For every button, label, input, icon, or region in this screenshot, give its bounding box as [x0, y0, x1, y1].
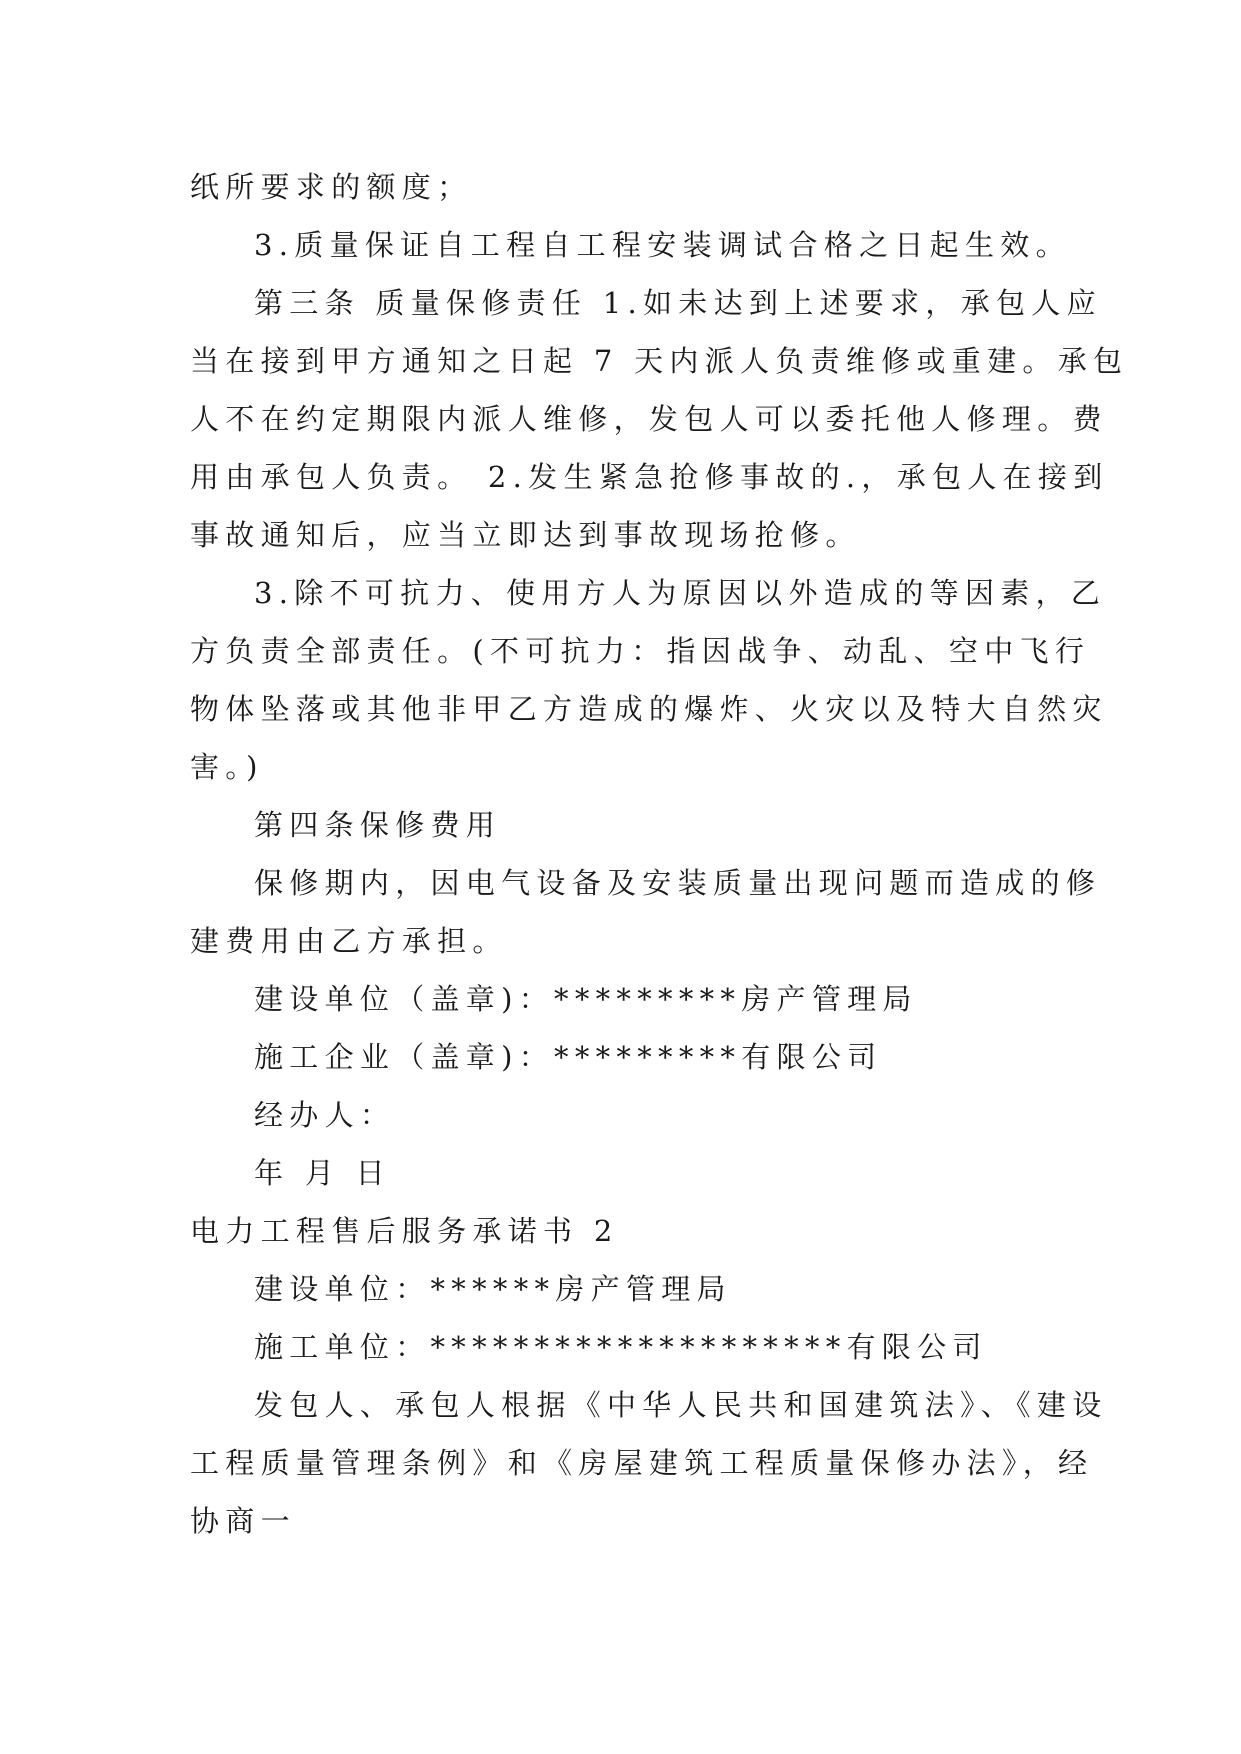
text-line: 保修期内，因电气设备及安装质量出现问题而造成的修: [254, 866, 1102, 900]
section-heading: 第四条保修费用: [254, 808, 502, 842]
text-line: 建设单位：******房产管理局: [254, 1272, 732, 1306]
text-line: 当在接到甲方通知之日起 7 天内派人负责维修或重建。承包: [190, 344, 1129, 378]
text-line: 害。): [190, 750, 264, 784]
text-line: 3.除不可抗力、使用方人为原因以外造成的等因素，乙: [254, 576, 1107, 610]
text-line: 施工单位：********************有限公司: [254, 1330, 988, 1364]
text-line: 纸所要求的额度；: [190, 170, 473, 204]
text-line: 建费用由乙方承担。: [190, 924, 508, 958]
text-line: 第三条 质量保修责任 1.如未达到上述要求，承包人应: [254, 286, 1102, 320]
signature-line-contractor: 施工企业（盖章)：*********有限公司: [254, 1040, 883, 1074]
text-line: 协商一: [190, 1504, 296, 1538]
signature-line-agent: 经办人：: [254, 1098, 396, 1132]
text-line: 方负责全部责任。(不可抗力：指因战争、动乱、空中飞行: [190, 634, 1091, 668]
signature-line-builder: 建设单位（盖章)：*********房产管理局: [254, 982, 918, 1016]
date-line: 年 月 日: [254, 1156, 391, 1190]
text-line: 发包人、承包人根据《中华人民共和国建筑法》、《建设: [254, 1388, 1108, 1422]
text-line: 人不在约定期限内派人维修，发包人可以委托他人修理。费: [190, 402, 1108, 436]
document-title: 电力工程售后服务承诺书 2: [190, 1214, 619, 1248]
text-line: 3.质量保证自工程自工程安装调试合格之日起生效。: [254, 228, 1071, 262]
document-page: [190, 158, 1129, 1550]
text-line: 工程质量管理条例》和《房屋建筑工程质量保修办法》，经: [190, 1446, 1094, 1480]
text-line: 事故通知后，应当立即达到事故现场抢修。: [190, 518, 861, 552]
text-line: 物体坠落或其他非甲乙方造成的爆炸、火灾以及特大自然灾: [190, 692, 1108, 726]
text-line: 用由承包人负责。 2.发生紧急抢修事故的.，承包人在接到: [190, 460, 1109, 494]
